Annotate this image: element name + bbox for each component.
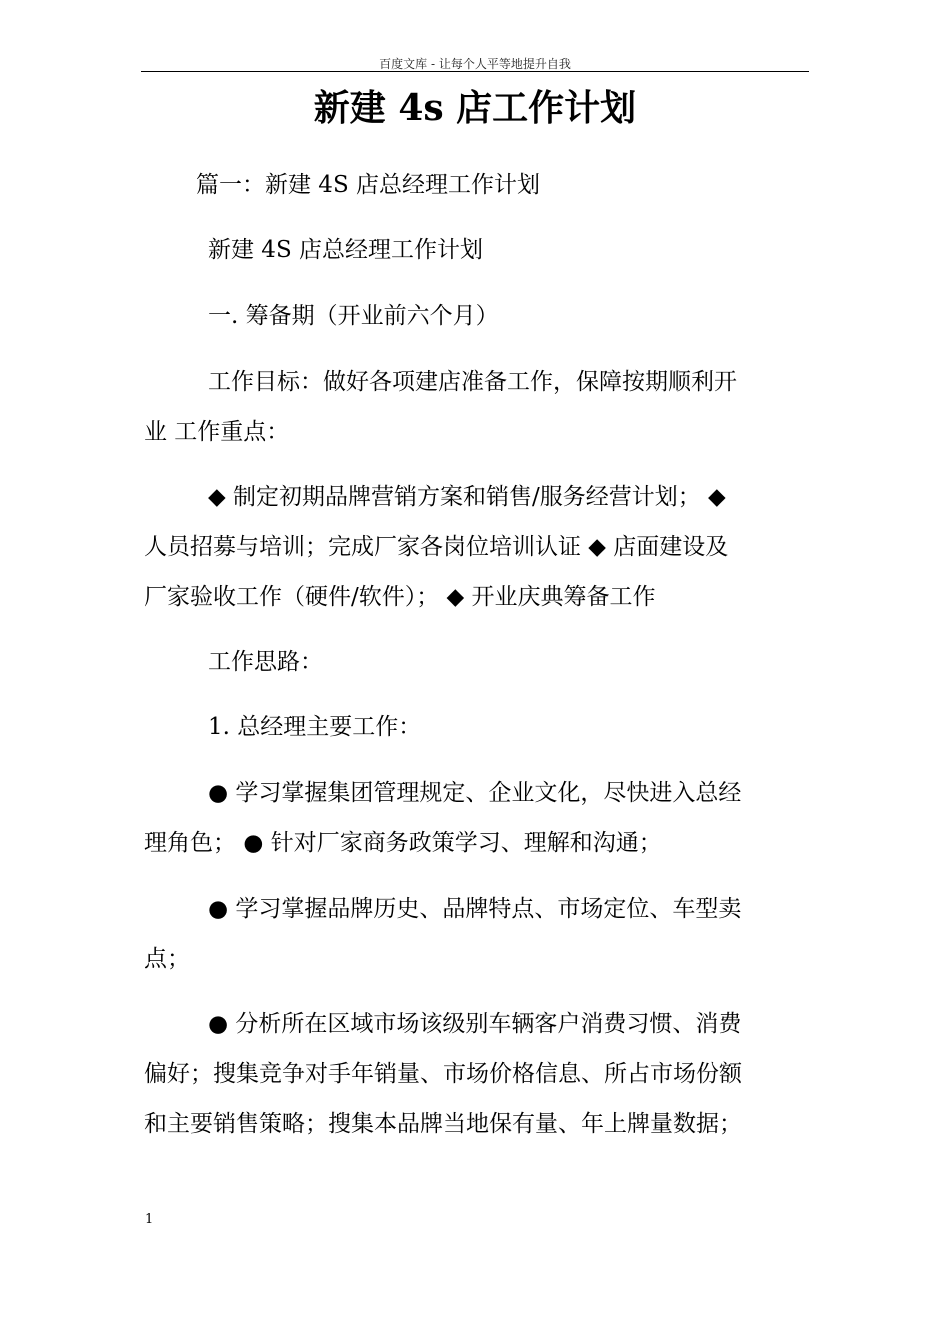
text-line: 业 工作重点：: [144, 419, 290, 445]
document-title: 新建 4s 店工作计划: [313, 87, 637, 129]
phase-heading: [144, 291, 876, 341]
text-line: 点；: [144, 946, 190, 972]
sub-heading: [144, 225, 876, 275]
gm-duties-heading: [144, 702, 876, 752]
bullet-paragraph: [144, 768, 812, 868]
approach-heading: [144, 637, 876, 687]
bullet-paragraph: [144, 884, 812, 984]
text-line: 偏好；搜集竞争对手年销量、市场价格信息、所占市场份额: [144, 1061, 742, 1087]
text-line: 新建 4S 店总经理工作计划: [208, 237, 484, 263]
text-line: 人员招募与培训；完成厂家各岗位培训认证 ◆ 店面建设及: [144, 534, 729, 560]
text-line: ● 学习掌握品牌历史、品牌特点、市场定位、车型卖: [208, 896, 742, 922]
header-rule: [141, 71, 809, 72]
focus-points-paragraph: [144, 472, 812, 622]
text-line: 厂家验收工作（硬件/软件）； ◆ 开业庆典筹备工作: [144, 584, 656, 610]
text-line: 工作思路：: [208, 649, 323, 675]
section-heading: [144, 160, 864, 210]
text-line: ● 分析所在区域市场该级别车辆客户消费习惯、消费: [208, 1011, 742, 1037]
text-line: ● 学习掌握集团管理规定、企业文化，尽快进入总经: [208, 780, 742, 806]
bullet-paragraph: [144, 999, 812, 1149]
goal-paragraph: [144, 357, 812, 457]
header-text: 百度文库 - 让每个人平等地提升自我: [379, 57, 571, 71]
text-line: 和主要销售策略；搜集本品牌当地保有量、年上牌量数据；: [144, 1111, 742, 1137]
page-number: 1: [145, 1212, 154, 1227]
text-line: 理角色； ● 针对厂家商务政策学习、理解和沟通；: [144, 830, 662, 856]
text-line: 篇一：新建 4S 店总经理工作计划: [196, 172, 541, 198]
text-line: ◆ 制定初期品牌营销方案和销售/服务经营计划； ◆: [208, 484, 726, 510]
text-line: 工作目标：做好各项建店准备工作，保障按期顺利开: [208, 369, 737, 395]
text-line: 1. 总经理主要工作：: [208, 714, 422, 740]
text-line: 一. 筹备期（开业前六个月）: [208, 303, 499, 329]
